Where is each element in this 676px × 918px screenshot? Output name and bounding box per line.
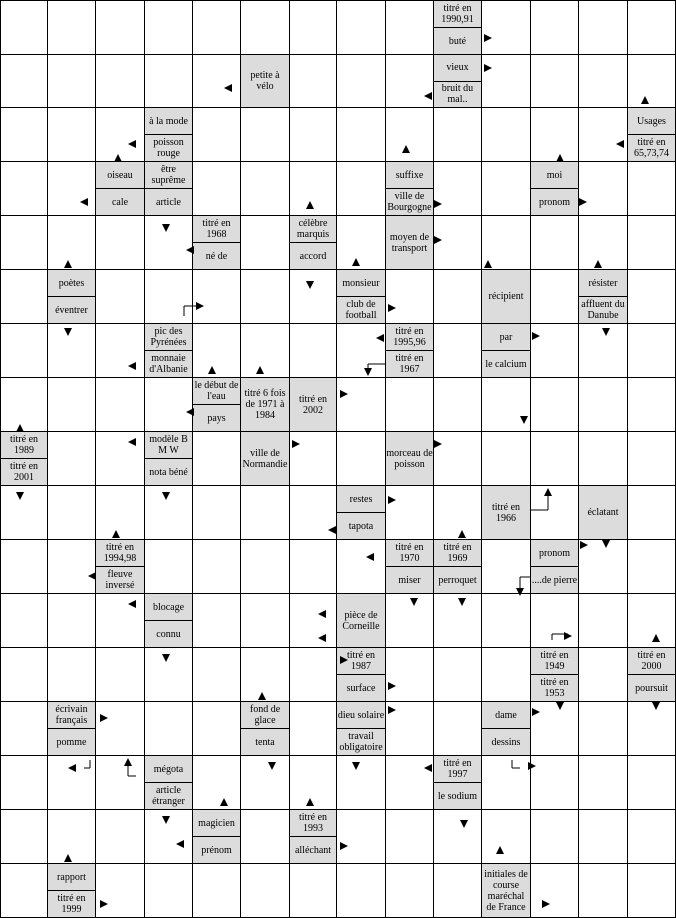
arrow-up-icon xyxy=(124,758,132,766)
clue-text: titré en 1994,98 xyxy=(103,542,137,564)
clue-text: titré en 1990,91 xyxy=(441,3,474,25)
arrow-up-icon xyxy=(208,366,216,374)
clue-text: pays xyxy=(193,404,240,431)
clue-text: blocage xyxy=(152,601,185,613)
arrow-down-icon xyxy=(602,328,610,336)
arrow-up-icon xyxy=(556,154,564,162)
arrow-up-icon xyxy=(114,154,122,162)
arrow-left-icon xyxy=(68,764,76,772)
clue-text: né de xyxy=(193,242,240,269)
arrow-up-icon xyxy=(544,488,552,496)
clue-text: résister xyxy=(588,277,618,289)
clue-text: écrivain français xyxy=(55,704,88,726)
clue-text: prénom xyxy=(193,836,240,863)
arrow-down-icon xyxy=(556,702,564,710)
arrow-right-icon xyxy=(388,682,396,690)
arrow-up-icon xyxy=(352,258,360,266)
arrow-down-icon xyxy=(410,598,418,606)
clue-text: article étranger xyxy=(145,782,192,809)
clue-text: pronom xyxy=(531,188,578,215)
arrow-left-icon xyxy=(328,526,336,534)
arrow-down-icon xyxy=(16,492,24,500)
clue-text: par xyxy=(499,331,513,343)
clue-text: suffixe xyxy=(395,169,424,181)
clue-text: tapota xyxy=(337,512,385,539)
arrow-left-icon xyxy=(88,572,96,580)
clue-text: buté xyxy=(434,27,481,54)
arrow-right-icon xyxy=(484,64,492,72)
clue-text: monnaie d'Albanie xyxy=(145,350,192,377)
clue-text: éclatant xyxy=(587,507,619,518)
arrow-right-icon xyxy=(579,198,587,206)
arrow-right-icon xyxy=(100,714,108,722)
clue-text: éventrer xyxy=(48,296,95,323)
arrow-right-icon xyxy=(532,708,540,716)
clue-text: titré en 2000 xyxy=(637,650,666,672)
clue-text: fleuve inversé xyxy=(96,566,144,593)
clue-text: affluent du Danube xyxy=(579,296,627,323)
clue-text: dessins xyxy=(482,728,530,755)
arrow-down-icon xyxy=(460,820,468,828)
arrow-right-icon xyxy=(388,304,396,312)
clue-text: mégota xyxy=(153,763,184,775)
clue-text: miser xyxy=(386,566,433,593)
arrow-right-icon xyxy=(528,762,536,770)
arrow-left-icon xyxy=(186,246,194,254)
arrow-left-icon xyxy=(424,764,432,772)
arrow-right-icon xyxy=(434,200,442,208)
clue-text: initiales de course maréchal de France xyxy=(484,868,528,913)
arrow-left-icon xyxy=(128,438,136,446)
clue-text: récipient xyxy=(488,291,524,302)
arrow-left-icon xyxy=(424,92,432,100)
arrow-down-icon xyxy=(306,281,314,289)
arrow-up-icon xyxy=(496,846,504,854)
arrow-down-icon xyxy=(162,224,170,232)
arrow-left-icon xyxy=(318,634,326,642)
arrow-right-icon xyxy=(434,440,442,448)
arrow-up-icon xyxy=(64,260,72,268)
clue-text: titré en 1949 xyxy=(540,650,569,672)
arrow-left-icon xyxy=(376,334,384,342)
arrow-down-icon xyxy=(652,702,660,710)
clue-text: vieux xyxy=(446,62,469,74)
arrow-up-icon xyxy=(220,798,228,806)
clue-text: alléchant xyxy=(290,836,336,863)
arrow-down-icon xyxy=(520,416,528,424)
clue-text: le calcium xyxy=(482,350,530,377)
arrow-down-icon xyxy=(268,762,276,770)
arrow-up-icon xyxy=(64,854,72,862)
arrow-right-icon xyxy=(340,390,348,398)
clue-text: connu xyxy=(145,620,192,647)
arrow-down-icon xyxy=(162,492,170,500)
clue-text: club de football xyxy=(337,296,385,323)
clue-text: Usages xyxy=(637,115,666,127)
arrow-right-icon xyxy=(340,656,348,664)
clue-text: célèbre marquis xyxy=(296,218,330,240)
clue-text: tenta xyxy=(241,728,289,755)
arrow-down-icon xyxy=(364,368,372,376)
clue-text: petite à vélo xyxy=(250,70,280,92)
clue-text: titré en 1953 xyxy=(531,674,578,701)
clue-text: pomme xyxy=(48,728,95,755)
clue-text: poisson rouge xyxy=(145,134,192,161)
clue-text: titré en 1968 xyxy=(202,218,231,240)
arrow-up-icon xyxy=(258,692,266,700)
clue-text: titré en 1987 xyxy=(346,650,376,672)
clue-text: restes xyxy=(349,493,373,505)
arrow-down-icon xyxy=(162,816,170,824)
arrow-down-icon xyxy=(352,762,360,770)
arrow-right-icon xyxy=(100,900,108,908)
clue-text: titré en 1995,96 xyxy=(393,326,426,348)
arrow-up-icon xyxy=(641,96,649,104)
clue-text: le début de l'eau xyxy=(194,380,239,402)
clue-text: magicien xyxy=(198,817,235,829)
clue-text: moi xyxy=(546,169,563,181)
clue-text: dame xyxy=(495,709,517,721)
arrow-left-icon xyxy=(128,140,136,148)
clue-text: modèle B M W xyxy=(149,434,188,456)
arrow-right-icon xyxy=(542,900,550,908)
arrow-down-icon xyxy=(458,598,466,606)
clue-text: titré en 1970 xyxy=(395,542,424,564)
arrow-right-icon xyxy=(388,496,396,504)
arrow-left-icon xyxy=(128,600,136,608)
arrow-right-icon xyxy=(484,34,492,42)
clue-text: titré en 1967 xyxy=(386,350,433,377)
clue-text: oiseau xyxy=(107,169,133,181)
arrow-up-icon xyxy=(484,260,492,268)
arrow-right-icon xyxy=(532,332,540,340)
clue-text: être suprême xyxy=(151,164,186,186)
clue-text: accord xyxy=(290,242,336,269)
arrow-up-icon xyxy=(594,260,602,268)
clue-text: rapport xyxy=(57,871,86,883)
arrow-right-icon xyxy=(292,440,300,448)
arrow-left-icon xyxy=(186,408,194,416)
arrow-right-icon xyxy=(434,236,442,244)
clue-text: titré en 1989 xyxy=(9,434,39,456)
clue-text: ville de Normandie xyxy=(242,447,288,470)
clue-text: morceau de poisson xyxy=(386,447,433,470)
arrow-left-icon xyxy=(616,140,624,148)
arrow-up-icon xyxy=(16,424,24,432)
clue-text: bruit du mal.. xyxy=(434,81,481,108)
clue-text: titré 6 fois de 1971 à 1984 xyxy=(244,388,286,421)
clue-text: poètes xyxy=(58,277,85,289)
arrow-down-icon xyxy=(162,654,170,662)
clue-text: dieu solaire xyxy=(337,709,385,721)
clue-text: perroquet xyxy=(434,566,481,593)
clue-text: ....de pierre xyxy=(531,566,578,593)
clue-text: pic des Pyrénées xyxy=(150,326,187,348)
clue-text: à la mode xyxy=(149,115,188,127)
arrow-up-icon xyxy=(306,201,314,209)
arrow-left-icon xyxy=(176,840,184,848)
clue-text: moyen de transport xyxy=(389,231,430,254)
arrow-left-icon xyxy=(224,84,232,92)
arrow-left-icon xyxy=(80,198,88,206)
arrow-right-icon xyxy=(340,842,348,850)
arrow-up-icon xyxy=(306,798,314,806)
arrow-up-icon xyxy=(256,366,264,374)
clue-text: titré en 2002 xyxy=(298,393,328,416)
clue-text: ville de Bourgogne xyxy=(386,188,433,215)
arrow-down-icon xyxy=(64,328,72,336)
clue-text: pronom xyxy=(538,547,571,559)
arrow-right-icon xyxy=(388,706,396,714)
arrow-left-icon xyxy=(128,362,136,370)
arrow-up-icon xyxy=(402,145,410,153)
clue-text: travail obligatoire xyxy=(337,728,385,755)
clue-text: monsieur xyxy=(342,277,380,289)
arrow-up-icon xyxy=(458,530,466,538)
clue-text: surface xyxy=(337,674,385,701)
clue-text: titré en 65,73,74 xyxy=(628,134,675,161)
clue-text: titré en 2001 xyxy=(1,458,47,485)
clue-text: titré en 1969 xyxy=(443,542,472,564)
arrow-right-icon xyxy=(580,541,588,549)
clue-text: article xyxy=(145,188,192,215)
arrow-right-icon xyxy=(196,302,204,310)
clue-text: titré en 1993 xyxy=(298,812,328,834)
arrow-left-icon xyxy=(318,610,326,618)
clue-text: fond de glace xyxy=(249,704,281,726)
arrow-up-icon xyxy=(652,634,660,642)
arrow-left-icon xyxy=(366,553,374,561)
clue-text: titré en 1997 xyxy=(443,758,472,780)
arrow-right-icon xyxy=(564,632,572,640)
clue-text: pièce de Corneille xyxy=(342,609,380,632)
clue-text: cale xyxy=(96,188,144,215)
clue-text: poursuit xyxy=(628,674,675,701)
clue-text: titré en 1999 xyxy=(48,890,95,917)
arrow-down-icon xyxy=(602,540,610,548)
clue-text: le sodium xyxy=(434,782,481,809)
clue-text: titré en 1966 xyxy=(491,501,521,524)
arrow-up-icon xyxy=(112,530,120,538)
clue-text: nota béné xyxy=(145,458,192,485)
